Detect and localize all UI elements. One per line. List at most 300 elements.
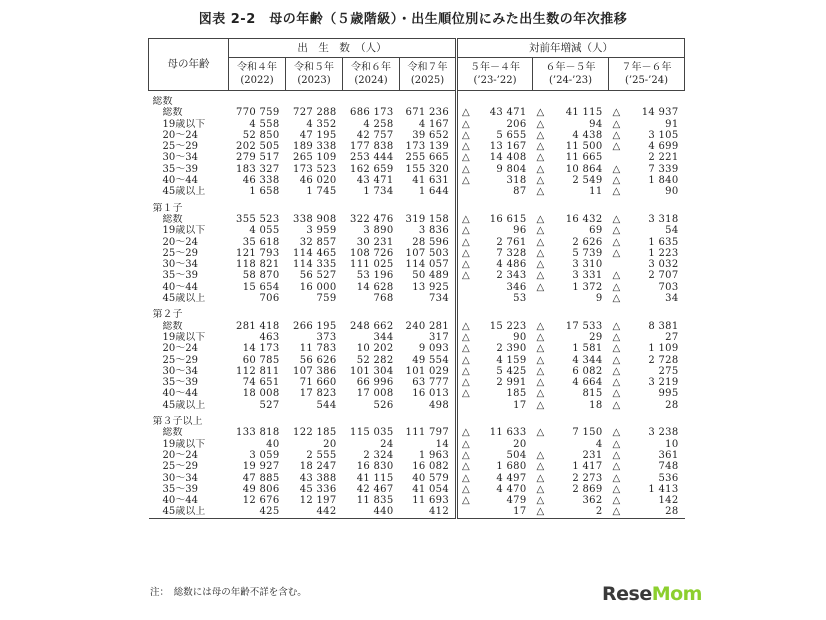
diff-number: 4 438 <box>572 129 603 141</box>
age-label: 30～34 <box>162 365 198 377</box>
diff-value <box>457 461 533 472</box>
diff-number: 2 991 <box>496 377 527 389</box>
births-value: 71 660 <box>299 377 337 389</box>
diff-value <box>533 293 609 304</box>
diff-number: 4 159 <box>496 354 527 366</box>
decrease-triangle-icon: △ <box>462 259 470 271</box>
diff-number: 15 223 <box>489 320 527 332</box>
section-header-row <box>149 309 685 320</box>
decrease-triangle-icon: △ <box>536 343 545 355</box>
births-value: 3 836 <box>418 225 449 237</box>
births-value: 425 <box>229 506 286 518</box>
diff-value <box>457 427 533 438</box>
diff-number: 4 <box>595 438 603 450</box>
diff-number: 4 664 <box>572 377 603 389</box>
births-value: 47 885 <box>242 472 280 484</box>
diff-number: 9 804 <box>496 163 527 175</box>
diff-value <box>533 506 609 518</box>
age-label: 総数 <box>162 427 183 439</box>
decrease-triangle-icon: △ <box>612 163 621 175</box>
decrease-triangle-icon: △ <box>536 225 545 237</box>
decrease-triangle-icon: △ <box>536 331 545 343</box>
births-value: 41 115 <box>356 472 394 484</box>
births-value: 111 797 <box>405 427 449 439</box>
births-value: 40 <box>266 438 280 450</box>
births-value: 177 838 <box>350 141 394 153</box>
births-value: 56 527 <box>299 270 337 282</box>
age-label: 45歳以上 <box>162 399 206 411</box>
age-label: 40～44 <box>162 388 198 400</box>
diff-value <box>609 107 685 118</box>
births-value: 111 025 <box>350 259 394 271</box>
decrease-triangle-icon: △ <box>536 213 545 225</box>
decrease-triangle-icon: △ <box>612 388 621 400</box>
diff-value <box>533 366 609 377</box>
births-value: 4 167 <box>418 118 449 130</box>
diff-number: 5 425 <box>496 365 527 377</box>
empty-cell <box>533 309 609 320</box>
diff-number: 2 626 <box>572 236 603 248</box>
decrease-triangle-icon: △ <box>612 438 621 450</box>
diff-number: 1 840 <box>648 175 679 187</box>
decrease-triangle-icon: △ <box>462 354 470 366</box>
diff-number: 10 <box>665 438 679 450</box>
births-value: 53 196 <box>356 270 394 282</box>
table-row <box>149 461 685 472</box>
year-header <box>400 58 457 91</box>
decrease-triangle-icon: △ <box>612 236 621 248</box>
empty-cell <box>400 416 457 427</box>
decrease-triangle-icon: △ <box>462 270 470 282</box>
births-value: 49 554 <box>412 354 449 366</box>
diff-value <box>533 495 609 506</box>
diff-value <box>457 343 533 354</box>
empty-cell <box>286 96 343 107</box>
births-value: 373 <box>316 331 337 343</box>
diff-value <box>609 332 685 343</box>
decrease-triangle-icon: △ <box>612 225 621 237</box>
section-header-row <box>149 96 685 107</box>
empty-cell <box>286 416 343 427</box>
decrease-triangle-icon: △ <box>462 427 470 439</box>
table-row <box>149 225 685 236</box>
diff-number: 703 <box>658 281 679 293</box>
decrease-triangle-icon: △ <box>536 483 545 495</box>
births-value: 101 304 <box>350 365 394 377</box>
diff-number: 29 <box>589 331 603 343</box>
diff-number: 13 167 <box>489 141 527 153</box>
diff-number: 2 869 <box>572 483 603 495</box>
diff-number: 2 221 <box>648 152 679 164</box>
diff-number: 14 937 <box>641 107 679 119</box>
table-row <box>149 332 685 343</box>
diff-number: 346 <box>506 281 527 293</box>
diff-value <box>609 343 685 354</box>
births-value: 16 013 <box>412 388 449 400</box>
births-value: 3 059 <box>249 449 280 461</box>
empty-cell <box>533 416 609 427</box>
births-value: 12 197 <box>299 495 337 507</box>
year-ad: (2025) <box>410 75 445 86</box>
diff-number: 90 <box>665 186 679 198</box>
diff-value <box>533 107 609 118</box>
empty-cell <box>609 416 685 427</box>
births-value: 4 055 <box>249 225 280 237</box>
diff-number: 2 549 <box>572 175 603 187</box>
diff-number: 1 223 <box>648 247 679 259</box>
diff-number: 17 533 <box>565 320 603 332</box>
diff-number: 4 344 <box>572 354 603 366</box>
births-value: 463 <box>259 331 280 343</box>
decrease-triangle-icon: △ <box>612 343 621 355</box>
diff-number: 2 761 <box>496 236 527 248</box>
table-row <box>149 473 685 484</box>
decrease-triangle-icon: △ <box>612 293 621 305</box>
decrease-triangle-icon: △ <box>612 483 621 495</box>
diff-number: 20 <box>513 438 527 450</box>
empty-cell <box>343 96 400 107</box>
diff-number: 14 408 <box>489 152 527 164</box>
decrease-triangle-icon: △ <box>462 236 470 248</box>
empty-cell <box>286 203 343 214</box>
diff-value <box>457 130 533 141</box>
diff-value <box>609 461 685 472</box>
births-value: 52 850 <box>242 129 280 141</box>
diff-period-years: (’25-’24) <box>625 75 668 86</box>
table-row <box>149 214 685 225</box>
diff-value <box>609 175 685 186</box>
births-value: 42 467 <box>356 483 394 495</box>
age-label: 19歳以下 <box>162 225 206 237</box>
section-label: 第２子 <box>152 309 183 321</box>
diff-value <box>609 484 685 495</box>
table-row <box>149 495 685 506</box>
diff-value <box>457 484 533 495</box>
births-value: 162 659 <box>350 163 394 175</box>
births-value: 107 386 <box>293 365 337 377</box>
decrease-triangle-icon: △ <box>536 163 545 175</box>
diff-value <box>457 473 533 484</box>
diff-number: 1 635 <box>648 236 679 248</box>
decrease-triangle-icon: △ <box>612 495 621 507</box>
decrease-triangle-icon: △ <box>612 107 621 119</box>
births-value: 52 282 <box>356 354 394 366</box>
decrease-triangle-icon: △ <box>462 163 470 175</box>
diff-value <box>457 293 533 304</box>
diff-number: 91 <box>665 118 679 130</box>
diff-value <box>533 130 609 141</box>
diff-value <box>457 175 533 186</box>
diff-value <box>533 461 609 472</box>
table-row <box>149 506 685 518</box>
diff-number: 185 <box>506 388 527 400</box>
table-row <box>149 237 685 248</box>
diff-number: 3 105 <box>648 129 679 141</box>
diff-period-label: ７年－６年 <box>621 62 672 73</box>
table-row <box>149 141 685 152</box>
empty-cell <box>343 416 400 427</box>
births-value: 101 029 <box>405 365 449 377</box>
diff-value <box>533 175 609 186</box>
births-value: 122 185 <box>293 427 337 439</box>
diff-number: 3 219 <box>648 377 679 389</box>
diff-number: 3 238 <box>648 427 679 439</box>
age-label: 35～39 <box>162 270 198 282</box>
births-value: 686 173 <box>350 107 394 119</box>
decrease-triangle-icon: △ <box>612 129 621 141</box>
decrease-triangle-icon: △ <box>536 118 545 130</box>
births-header: 出 生 数 （人） <box>229 39 457 58</box>
births-value: 317 <box>429 331 449 343</box>
table-row <box>149 186 685 197</box>
births-value: 1 745 <box>306 186 337 198</box>
births-value: 60 785 <box>242 354 280 366</box>
decrease-triangle-icon: △ <box>462 247 470 259</box>
age-label: 30～34 <box>162 259 198 271</box>
diff-value <box>533 119 609 130</box>
births-value: 40 579 <box>412 472 449 484</box>
births-value: 173 523 <box>293 163 337 175</box>
diff-value <box>457 141 533 152</box>
diff-number: 2 390 <box>496 343 527 355</box>
empty-cell <box>533 203 609 214</box>
diff-number: 1 581 <box>572 343 603 355</box>
section-header-row <box>149 416 685 427</box>
table-row <box>149 259 685 270</box>
births-value: 1 963 <box>418 449 449 461</box>
births-value: 114 335 <box>293 259 337 271</box>
diff-value <box>457 366 533 377</box>
births-value: 35 618 <box>242 236 280 248</box>
decrease-triangle-icon: △ <box>462 461 470 473</box>
births-value: 14 <box>435 438 449 450</box>
births-value: 58 870 <box>242 270 280 282</box>
year-label: 令和６年 <box>351 62 391 73</box>
year-header <box>343 58 400 91</box>
decrease-triangle-icon: △ <box>612 331 621 343</box>
table-row <box>149 107 685 118</box>
table-row <box>149 439 685 450</box>
diff-value <box>457 321 533 332</box>
table-row <box>149 164 685 175</box>
diff-value <box>457 237 533 248</box>
decrease-triangle-icon: △ <box>462 129 470 141</box>
diff-value <box>609 450 685 461</box>
year-label: 令和４年 <box>237 62 277 73</box>
year-ad: (2023) <box>297 75 331 86</box>
diff-number: 2 273 <box>572 472 603 484</box>
decrease-triangle-icon: △ <box>536 377 545 389</box>
diff-value <box>533 427 609 438</box>
diff-number: 18 <box>589 399 603 411</box>
table-row <box>149 248 685 259</box>
diff-value <box>457 119 533 130</box>
births-value: 202 505 <box>236 141 280 153</box>
diff-number: 87 <box>513 186 527 198</box>
diff-value <box>457 270 533 281</box>
births-value: 63 777 <box>412 377 449 389</box>
age-label: 45歳以上 <box>162 186 206 198</box>
decrease-triangle-icon: △ <box>462 365 470 377</box>
diff-value <box>457 259 533 270</box>
diff-number: 17 <box>513 506 527 518</box>
decrease-triangle-icon: △ <box>536 388 545 400</box>
diff-number: 94 <box>589 118 603 130</box>
diff-number: 5 739 <box>572 247 603 259</box>
decrease-triangle-icon: △ <box>462 107 470 119</box>
diff-value <box>533 270 609 281</box>
decrease-triangle-icon: △ <box>612 141 621 153</box>
decrease-triangle-icon: △ <box>462 449 470 461</box>
diff-period-years: (’24-’23) <box>549 75 592 86</box>
diff-value <box>609 141 685 152</box>
decrease-triangle-icon: △ <box>462 483 470 495</box>
diff-number: 17 <box>513 399 527 411</box>
diff-period-header <box>457 58 533 91</box>
decrease-triangle-icon: △ <box>536 320 545 332</box>
decrease-triangle-icon: △ <box>536 461 545 473</box>
diff-value <box>609 214 685 225</box>
diff-number: 7 339 <box>648 163 679 175</box>
decrease-triangle-icon: △ <box>536 236 545 248</box>
births-value: 1 658 <box>249 186 280 198</box>
diff-value <box>457 506 533 518</box>
diff-value <box>609 152 685 163</box>
empty-cell <box>400 309 457 320</box>
age-header: 母の年齢 <box>149 39 229 91</box>
empty-cell <box>457 309 533 320</box>
births-value: 50 489 <box>412 270 449 282</box>
year-header <box>229 58 286 91</box>
decrease-triangle-icon: △ <box>536 186 545 198</box>
empty-cell <box>609 309 685 320</box>
diff-number: 2 728 <box>648 354 679 366</box>
births-value: 49 806 <box>242 483 280 495</box>
births-table <box>148 38 685 519</box>
decrease-triangle-icon: △ <box>462 152 470 164</box>
decrease-triangle-icon: △ <box>462 495 470 507</box>
diff-number: 10 864 <box>565 163 603 175</box>
diff-number: 3 318 <box>648 213 679 225</box>
diff-number: 90 <box>513 331 527 343</box>
decrease-triangle-icon: △ <box>536 175 545 187</box>
age-label: 30～34 <box>162 152 198 164</box>
diff-value <box>609 321 685 332</box>
decrease-triangle-icon: △ <box>612 270 621 282</box>
births-value: 173 139 <box>405 141 449 153</box>
table-row <box>149 343 685 354</box>
decrease-triangle-icon: △ <box>536 354 545 366</box>
table-row <box>149 366 685 377</box>
births-value: 527 <box>259 399 280 411</box>
diff-number: 142 <box>658 495 679 507</box>
empty-cell <box>533 96 609 107</box>
empty-cell <box>609 96 685 107</box>
age-label: 35～39 <box>162 163 198 175</box>
births-value: 2 555 <box>306 449 337 461</box>
decrease-triangle-icon: △ <box>536 449 545 461</box>
empty-cell <box>457 416 533 427</box>
births-value: 544 <box>316 399 337 411</box>
diff-number: 28 <box>665 506 679 518</box>
table-row <box>149 355 685 366</box>
section-label: 第１子 <box>152 202 183 214</box>
empty-cell <box>229 203 286 214</box>
diff-value <box>533 321 609 332</box>
diff-number: 11 665 <box>565 152 603 164</box>
diff-number: 69 <box>589 225 603 237</box>
decrease-triangle-icon: △ <box>612 175 621 187</box>
diff-number: 361 <box>658 449 679 461</box>
diff-value <box>533 259 609 270</box>
births-value: 3 959 <box>306 225 337 237</box>
decrease-triangle-icon: △ <box>462 141 470 153</box>
diff-value <box>457 214 533 225</box>
births-value: 46 020 <box>299 175 337 187</box>
diff-value <box>533 484 609 495</box>
decrease-triangle-icon: △ <box>536 152 545 164</box>
births-value: 412 <box>400 506 457 518</box>
births-value: 30 231 <box>356 236 394 248</box>
decrease-triangle-icon: △ <box>462 225 470 237</box>
births-value: 281 418 <box>236 320 280 332</box>
diff-period-header <box>533 58 609 91</box>
empty-cell <box>609 203 685 214</box>
empty-cell <box>229 416 286 427</box>
decrease-triangle-icon: △ <box>536 141 545 153</box>
diff-value <box>609 270 685 281</box>
births-value: 734 <box>429 293 449 305</box>
births-value: 189 338 <box>293 141 337 153</box>
births-value: 344 <box>373 331 394 343</box>
decrease-triangle-icon: △ <box>536 399 545 411</box>
diff-value <box>457 248 533 259</box>
births-value: 107 503 <box>405 247 449 259</box>
diff-number: 504 <box>506 449 527 461</box>
diff-number: 28 <box>665 399 679 411</box>
decrease-triangle-icon: △ <box>612 472 621 484</box>
births-value: 45 336 <box>299 483 337 495</box>
diff-value <box>457 450 533 461</box>
diff-number: 3 331 <box>572 270 603 282</box>
births-value: 770 759 <box>236 107 280 119</box>
births-value: 41 054 <box>412 483 449 495</box>
table-row <box>149 293 685 304</box>
diff-value <box>533 237 609 248</box>
diff-value <box>457 355 533 366</box>
births-value: 28 596 <box>412 236 449 248</box>
diff-number: 1 680 <box>496 461 527 473</box>
births-value: 18 247 <box>299 461 337 473</box>
births-value: 248 662 <box>350 320 394 332</box>
diff-value <box>457 164 533 175</box>
births-value: 47 195 <box>299 129 337 141</box>
decrease-triangle-icon: △ <box>612 427 621 439</box>
diff-value <box>533 248 609 259</box>
diff-value <box>533 214 609 225</box>
year-ad: (2024) <box>354 75 388 86</box>
diff-value <box>533 388 609 399</box>
diff-value <box>457 107 533 118</box>
diff-number: 7 328 <box>496 247 527 259</box>
births-value: 16 082 <box>412 461 449 473</box>
diff-header: 対前年増減（人） <box>457 39 685 58</box>
decrease-triangle-icon: △ <box>462 388 470 400</box>
age-label: 総数 <box>162 213 183 225</box>
births-value: 355 523 <box>236 213 280 225</box>
diff-value <box>609 225 685 236</box>
births-value: 16 000 <box>299 281 337 293</box>
